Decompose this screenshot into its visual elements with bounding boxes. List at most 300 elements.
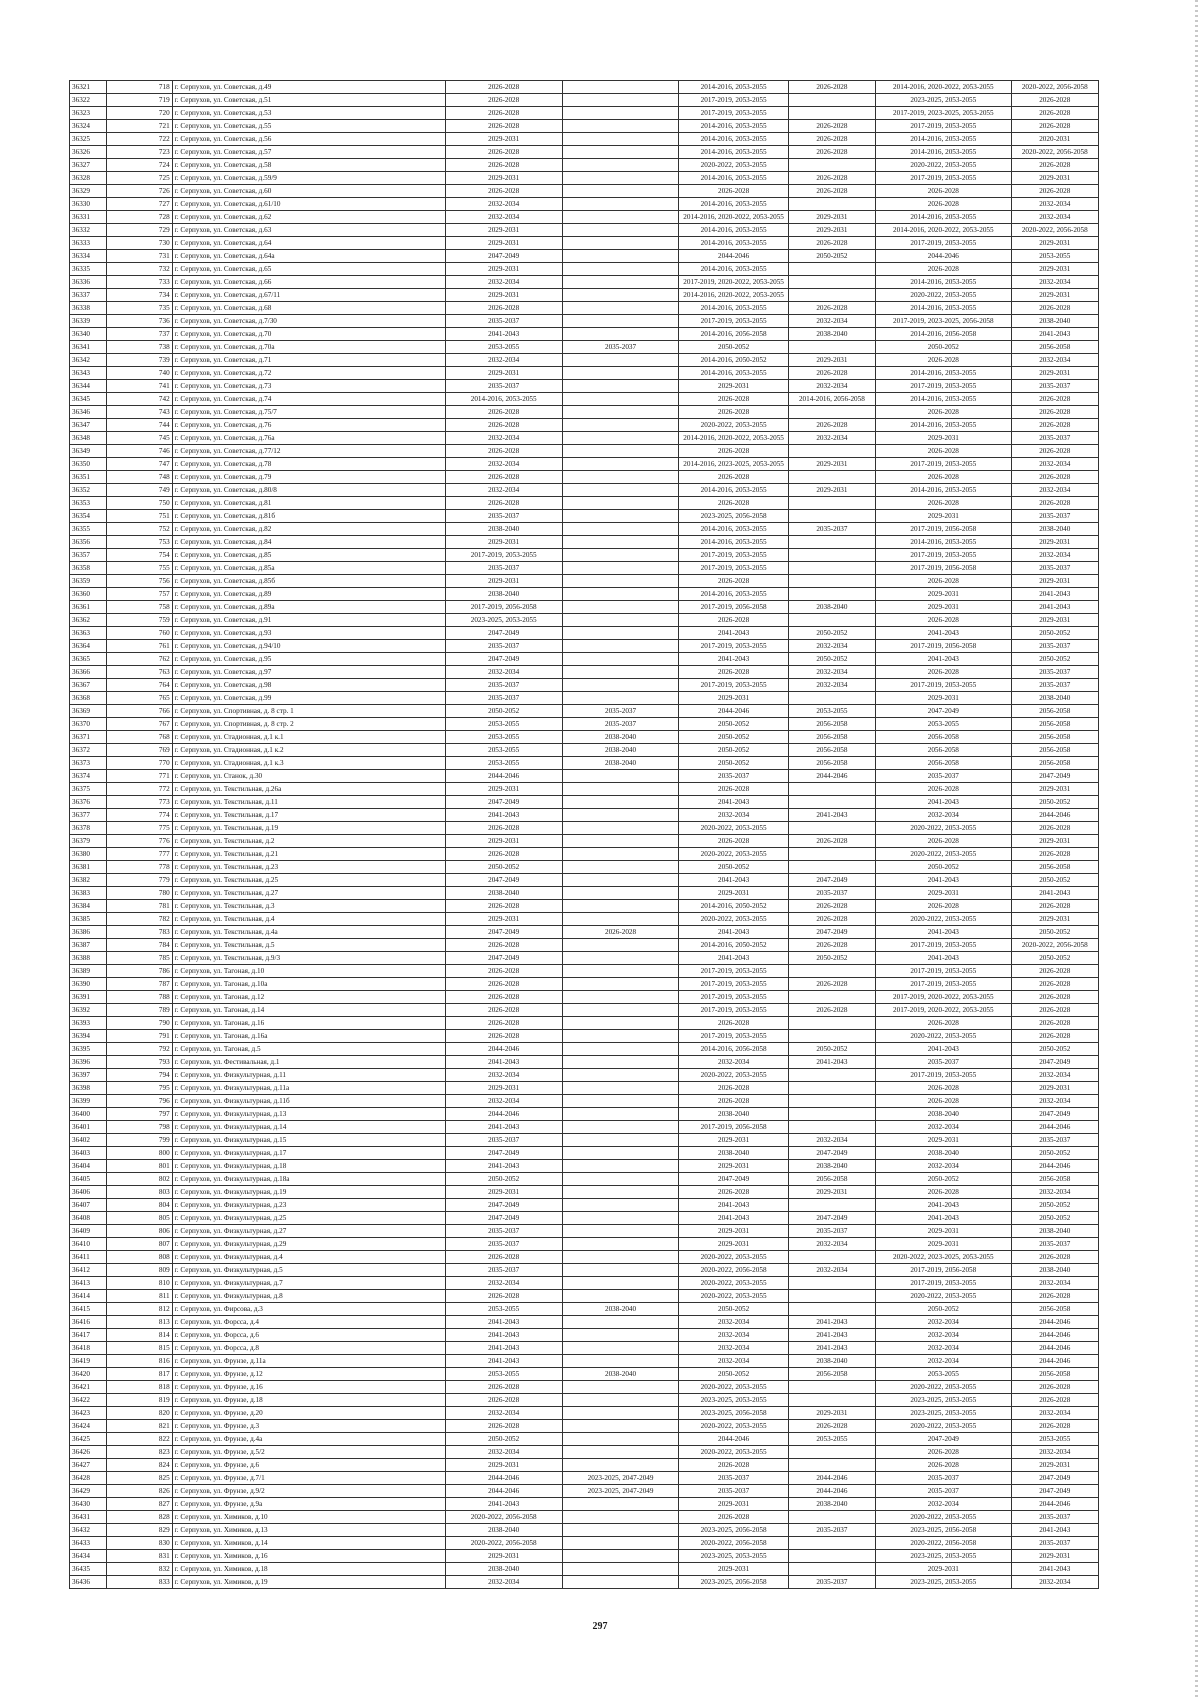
cell-period-6: 2041-2043 [1011, 601, 1098, 614]
cell-period-6: 2026-2028 [1011, 822, 1098, 835]
cell-period-4: 2026-2028 [788, 120, 875, 133]
cell-period-2 [562, 315, 679, 328]
cell-period-1: 2035-2037 [445, 640, 562, 653]
table-row [70, 1576, 1099, 1589]
cell-row-number: 760 [107, 627, 173, 640]
cell-address: г. Серпухов, ул. Физкультурная, д.11 [172, 1069, 445, 1082]
cell-row-number: 772 [107, 783, 173, 796]
cell-row-id: 36414 [70, 1290, 107, 1303]
cell-period-2 [562, 900, 679, 913]
cell-row-id: 36349 [70, 445, 107, 458]
cell-period-5: 2017-2019, 2053-2055 [876, 172, 1011, 185]
cell-period-1: 2017-2019, 2053-2055 [445, 549, 562, 562]
cell-period-5: 2032-2034 [876, 1498, 1011, 1511]
cell-row-id: 36331 [70, 211, 107, 224]
cell-period-2 [562, 913, 679, 926]
cell-address: г. Серпухов, ул. Фрунзе, д.4а [172, 1433, 445, 1446]
cell-period-3: 2032-2034 [679, 809, 788, 822]
cell-period-3: 2035-2037 [679, 1472, 788, 1485]
cell-period-2: 2038-2040 [562, 1368, 679, 1381]
table-row [70, 601, 1099, 614]
cell-period-2 [562, 1446, 679, 1459]
cell-period-5: 2041-2043 [876, 1043, 1011, 1056]
cell-row-number: 758 [107, 601, 173, 614]
cell-address: г. Серпухов, ул. Советская, д.80/8 [172, 484, 445, 497]
cell-address: г. Серпухов, ул. Советская, д.59/9 [172, 172, 445, 185]
cell-period-1: 2029-2031 [445, 783, 562, 796]
cell-period-5: 2047-2049 [876, 1433, 1011, 1446]
cell-row-id: 36370 [70, 718, 107, 731]
cell-period-1: 2026-2028 [445, 1394, 562, 1407]
cell-period-2 [562, 1537, 679, 1550]
table-row [70, 692, 1099, 705]
cell-period-4 [788, 861, 875, 874]
cell-row-number: 775 [107, 822, 173, 835]
cell-row-number: 812 [107, 1303, 173, 1316]
cell-period-3: 2026-2028 [679, 393, 788, 406]
cell-period-6: 2035-2037 [1011, 1134, 1098, 1147]
cell-period-3: 2026-2028 [679, 1186, 788, 1199]
cell-row-id: 36327 [70, 159, 107, 172]
cell-period-6: 2020-2022, 2056-2058 [1011, 939, 1098, 952]
cell-row-id: 36334 [70, 250, 107, 263]
cell-row-number: 729 [107, 224, 173, 237]
cell-period-5: 2026-2028 [876, 445, 1011, 458]
cell-period-6: 2047-2049 [1011, 770, 1098, 783]
cell-row-number: 776 [107, 835, 173, 848]
cell-row-id: 36364 [70, 640, 107, 653]
cell-period-3: 2026-2028 [679, 783, 788, 796]
cell-period-1: 2041-2043 [445, 1355, 562, 1368]
cell-period-6: 2038-2040 [1011, 692, 1098, 705]
cell-period-4 [788, 575, 875, 588]
cell-period-2 [562, 1082, 679, 1095]
cell-period-2 [562, 1316, 679, 1329]
cell-period-3: 2026-2028 [679, 471, 788, 484]
cell-row-id: 36356 [70, 536, 107, 549]
cell-period-3: 2017-2019, 2053-2055 [679, 549, 788, 562]
cell-period-1: 2041-2043 [445, 1316, 562, 1329]
cell-address: г. Серпухов, ул. Советская, д.74 [172, 393, 445, 406]
cell-period-1: 2041-2043 [445, 1329, 562, 1342]
cell-period-4 [788, 94, 875, 107]
cell-period-6: 2029-2031 [1011, 835, 1098, 848]
cell-row-number: 790 [107, 1017, 173, 1030]
table-row [70, 1420, 1099, 1433]
table-row [70, 289, 1099, 302]
cell-period-6: 2026-2028 [1011, 159, 1098, 172]
cell-period-2 [562, 1069, 679, 1082]
cell-row-number: 723 [107, 146, 173, 159]
cell-row-id: 36416 [70, 1316, 107, 1329]
cell-period-1: 2032-2034 [445, 1407, 562, 1420]
table-row [70, 328, 1099, 341]
cell-row-number: 809 [107, 1264, 173, 1277]
cell-period-5: 2056-2058 [876, 744, 1011, 757]
cell-period-3: 2026-2028 [679, 575, 788, 588]
cell-period-6: 2038-2040 [1011, 315, 1098, 328]
cell-row-id: 36367 [70, 679, 107, 692]
cell-period-1: 2047-2049 [445, 1199, 562, 1212]
cell-period-2 [562, 1095, 679, 1108]
cell-period-6: 2044-2046 [1011, 1160, 1098, 1173]
cell-period-1: 2041-2043 [445, 809, 562, 822]
cell-row-id: 36377 [70, 809, 107, 822]
cell-period-1: 2050-2052 [445, 861, 562, 874]
cell-row-id: 36333 [70, 237, 107, 250]
cell-row-number: 762 [107, 653, 173, 666]
cell-row-number: 718 [107, 81, 173, 94]
table-row [70, 1524, 1099, 1537]
cell-period-4: 2026-2028 [788, 302, 875, 315]
cell-row-number: 752 [107, 523, 173, 536]
cell-period-6: 2029-2031 [1011, 536, 1098, 549]
cell-period-6: 2032-2034 [1011, 276, 1098, 289]
cell-row-id: 36405 [70, 1173, 107, 1186]
cell-row-id: 36351 [70, 471, 107, 484]
cell-period-4: 2026-2028 [788, 913, 875, 926]
cell-row-id: 36397 [70, 1069, 107, 1082]
table-row [70, 1550, 1099, 1563]
cell-period-1: 2026-2028 [445, 302, 562, 315]
cell-period-6: 2044-2046 [1011, 1498, 1098, 1511]
cell-period-5: 2041-2043 [876, 1199, 1011, 1212]
cell-period-6: 2035-2037 [1011, 640, 1098, 653]
cell-period-1: 2029-2031 [445, 1186, 562, 1199]
cell-period-4 [788, 107, 875, 120]
cell-period-3: 2050-2052 [679, 341, 788, 354]
table-row [70, 172, 1099, 185]
cell-period-5: 2032-2034 [876, 1121, 1011, 1134]
cell-address: г. Серпухов, ул. Советская, д.57 [172, 146, 445, 159]
cell-period-5: 2026-2028 [876, 575, 1011, 588]
cell-address: г. Серпухов, ул. Советская, д.82 [172, 523, 445, 536]
cell-period-4: 2026-2028 [788, 1004, 875, 1017]
cell-period-5: 2017-2019, 2056-2058 [876, 562, 1011, 575]
cell-period-6: 2032-2034 [1011, 1186, 1098, 1199]
cell-address: г. Серпухов, ул. Текстильная, д.5 [172, 939, 445, 952]
cell-period-2 [562, 159, 679, 172]
cell-row-id: 36323 [70, 107, 107, 120]
cell-period-4: 2047-2049 [788, 1147, 875, 1160]
cell-period-2 [562, 952, 679, 965]
cell-period-1: 2026-2028 [445, 107, 562, 120]
cell-period-3: 2035-2037 [679, 1485, 788, 1498]
table-row [70, 1472, 1099, 1485]
cell-address: г. Серпухов, ул. Фрунзе, д.5/2 [172, 1446, 445, 1459]
cell-period-1: 2035-2037 [445, 1225, 562, 1238]
cell-period-1: 2026-2028 [445, 1290, 562, 1303]
cell-period-5: 2026-2028 [876, 835, 1011, 848]
cell-row-number: 747 [107, 458, 173, 471]
cell-period-2 [562, 1251, 679, 1264]
cell-period-3: 2017-2019, 2053-2055 [679, 1030, 788, 1043]
cell-row-number: 756 [107, 575, 173, 588]
cell-period-1: 2044-2046 [445, 1043, 562, 1056]
cell-period-6: 2041-2043 [1011, 1563, 1098, 1576]
cell-period-2 [562, 627, 679, 640]
cell-period-2 [562, 861, 679, 874]
cell-row-number: 791 [107, 1030, 173, 1043]
cell-period-5: 2032-2034 [876, 1342, 1011, 1355]
cell-row-id: 36352 [70, 484, 107, 497]
cell-period-4: 2050-2052 [788, 1043, 875, 1056]
cell-period-6: 2035-2037 [1011, 510, 1098, 523]
cell-period-3: 2020-2022, 2053-2055 [679, 1381, 788, 1394]
cell-row-number: 833 [107, 1576, 173, 1589]
cell-row-number: 765 [107, 692, 173, 705]
cell-period-4 [788, 822, 875, 835]
cell-address: г. Серпухов, ул. Тагоная, д.14 [172, 1004, 445, 1017]
cell-period-1: 2029-2031 [445, 536, 562, 549]
cell-period-2 [562, 1355, 679, 1368]
cell-address: г. Серпухов, ул. Советская, д.70а [172, 341, 445, 354]
cell-period-2 [562, 1212, 679, 1225]
cell-period-5: 2044-2046 [876, 250, 1011, 263]
cell-period-5: 2029-2031 [876, 692, 1011, 705]
cell-address: г. Серпухов, ул. Советская, д.81 [172, 497, 445, 510]
cell-period-3: 2029-2031 [679, 692, 788, 705]
cell-period-3: 2014-2016, 2053-2055 [679, 224, 788, 237]
cell-address: г. Серпухов, ул. Советская, д.60 [172, 185, 445, 198]
cell-row-number: 799 [107, 1134, 173, 1147]
cell-period-2 [562, 1056, 679, 1069]
cell-period-4 [788, 406, 875, 419]
cell-period-5: 2032-2034 [876, 1329, 1011, 1342]
cell-row-id: 36326 [70, 146, 107, 159]
cell-period-1: 2041-2043 [445, 1121, 562, 1134]
cell-period-4 [788, 1017, 875, 1030]
cell-period-1: 2026-2028 [445, 185, 562, 198]
cell-row-id: 36408 [70, 1212, 107, 1225]
cell-row-number: 759 [107, 614, 173, 627]
cell-period-5: 2014-2016, 2053-2055 [876, 146, 1011, 159]
cell-address: г. Серпухов, ул. Советская, д.76а [172, 432, 445, 445]
cell-period-3: 2029-2031 [679, 1498, 788, 1511]
cell-period-3: 2014-2016, 2053-2055 [679, 198, 788, 211]
cell-row-number: 720 [107, 107, 173, 120]
cell-period-6: 2020-2022, 2056-2058 [1011, 146, 1098, 159]
table-row [70, 705, 1099, 718]
cell-period-4 [788, 562, 875, 575]
cell-period-4: 2041-2043 [788, 1056, 875, 1069]
cell-period-5: 2014-2016, 2053-2055 [876, 536, 1011, 549]
cell-period-6: 2032-2034 [1011, 1069, 1098, 1082]
cell-period-6: 2026-2028 [1011, 965, 1098, 978]
cell-period-5: 2014-2016, 2053-2055 [876, 367, 1011, 380]
cell-period-5: 2026-2028 [876, 614, 1011, 627]
cell-row-id: 36328 [70, 172, 107, 185]
cell-period-1: 2041-2043 [445, 328, 562, 341]
cell-row-id: 36411 [70, 1251, 107, 1264]
cell-period-1: 2038-2040 [445, 588, 562, 601]
cell-period-6: 2056-2058 [1011, 1368, 1098, 1381]
cell-period-2 [562, 1394, 679, 1407]
cell-period-2 [562, 692, 679, 705]
table-row [70, 185, 1099, 198]
cell-period-5: 2041-2043 [876, 1212, 1011, 1225]
cell-period-4 [788, 1251, 875, 1264]
cell-address: г. Серпухов, ул. Советская, д.79 [172, 471, 445, 484]
cell-period-4: 2035-2037 [788, 1524, 875, 1537]
table-row [70, 1199, 1099, 1212]
cell-period-4 [788, 1069, 875, 1082]
cell-period-4: 2053-2055 [788, 1433, 875, 1446]
cell-period-2 [562, 991, 679, 1004]
table-row [70, 237, 1099, 250]
cell-period-5: 2023-2025, 2053-2055 [876, 1394, 1011, 1407]
cell-period-3: 2014-2016, 2053-2055 [679, 237, 788, 250]
cell-row-id: 36392 [70, 1004, 107, 1017]
cell-address: г. Серпухов, ул. Стадионная, д.1 к.3 [172, 757, 445, 770]
cell-period-1: 2032-2034 [445, 276, 562, 289]
cell-period-4: 2041-2043 [788, 1329, 875, 1342]
cell-period-1: 2026-2028 [445, 900, 562, 913]
cell-period-3: 2014-2016, 2053-2055 [679, 133, 788, 146]
cell-period-5: 2029-2031 [876, 432, 1011, 445]
cell-period-1: 2032-2034 [445, 484, 562, 497]
table-row [70, 562, 1099, 575]
cell-period-4 [788, 1550, 875, 1563]
cell-period-6: 2050-2052 [1011, 796, 1098, 809]
cell-period-3: 2026-2028 [679, 666, 788, 679]
cell-row-id: 36435 [70, 1563, 107, 1576]
cell-address: г. Серпухов, ул. Советская, д.85 [172, 549, 445, 562]
cell-period-1: 2029-2031 [445, 1550, 562, 1563]
cell-period-3: 2014-2016, 2053-2055 [679, 367, 788, 380]
cell-period-3: 2017-2019, 2020-2022, 2053-2055 [679, 276, 788, 289]
cell-period-2 [562, 1524, 679, 1537]
cell-period-1: 2032-2034 [445, 198, 562, 211]
cell-row-id: 36424 [70, 1420, 107, 1433]
cell-period-3: 2029-2031 [679, 1238, 788, 1251]
cell-row-number: 813 [107, 1316, 173, 1329]
cell-row-id: 36337 [70, 289, 107, 302]
cell-row-id: 36434 [70, 1550, 107, 1563]
cell-period-2 [562, 1186, 679, 1199]
cell-period-5: 2026-2028 [876, 1017, 1011, 1030]
cell-period-2 [562, 237, 679, 250]
cell-address: г. Серпухов, ул. Фрунзе, д.20 [172, 1407, 445, 1420]
table-row [70, 1342, 1099, 1355]
cell-address: г. Серпухов, ул. Советская, д.51 [172, 94, 445, 107]
cell-period-6: 2029-2031 [1011, 172, 1098, 185]
cell-period-2: 2026-2028 [562, 926, 679, 939]
table-row [70, 1017, 1099, 1030]
cell-period-2 [562, 588, 679, 601]
cell-period-5: 2038-2040 [876, 1108, 1011, 1121]
table-row [70, 848, 1099, 861]
table-row [70, 874, 1099, 887]
cell-period-5: 2032-2034 [876, 1316, 1011, 1329]
cell-row-id: 36347 [70, 419, 107, 432]
table-row [70, 94, 1099, 107]
cell-period-3: 2029-2031 [679, 1225, 788, 1238]
cell-row-number: 787 [107, 978, 173, 991]
cell-period-2 [562, 1511, 679, 1524]
cell-row-id: 36363 [70, 627, 107, 640]
cell-row-number: 822 [107, 1433, 173, 1446]
cell-period-4: 2026-2028 [788, 900, 875, 913]
cell-row-id: 36409 [70, 1225, 107, 1238]
cell-row-id: 36371 [70, 731, 107, 744]
cell-period-1: 2047-2049 [445, 1212, 562, 1225]
cell-period-3: 2023-2025, 2056-2058 [679, 1524, 788, 1537]
cell-period-4 [788, 588, 875, 601]
cell-row-number: 819 [107, 1394, 173, 1407]
table-row [70, 1381, 1099, 1394]
cell-period-6: 2026-2028 [1011, 1017, 1098, 1030]
table-row [70, 81, 1099, 94]
table-row [70, 224, 1099, 237]
cell-address: г. Серпухов, ул. Текстильная, д.26а [172, 783, 445, 796]
cell-row-id: 36348 [70, 432, 107, 445]
cell-address: г. Серпухов, ул. Физкультурная, д.11а [172, 1082, 445, 1095]
cell-period-4: 2047-2049 [788, 874, 875, 887]
cell-row-id: 36380 [70, 848, 107, 861]
cell-period-6: 2029-2031 [1011, 367, 1098, 380]
cell-period-1: 2026-2028 [445, 1381, 562, 1394]
cell-row-number: 738 [107, 341, 173, 354]
cell-period-6: 2026-2028 [1011, 393, 1098, 406]
cell-period-1: 2047-2049 [445, 1147, 562, 1160]
cell-address: г. Серпухов, ул. Советская, д.85а [172, 562, 445, 575]
cell-period-4 [788, 1121, 875, 1134]
cell-period-1: 2047-2049 [445, 874, 562, 887]
cell-period-4: 2047-2049 [788, 1212, 875, 1225]
cell-period-4 [788, 1095, 875, 1108]
cell-period-5: 2050-2052 [876, 861, 1011, 874]
cell-row-id: 36342 [70, 354, 107, 367]
cell-period-5: 2029-2031 [876, 510, 1011, 523]
cell-period-4: 2026-2028 [788, 237, 875, 250]
cell-period-4 [788, 263, 875, 276]
cell-period-3: 2014-2016, 2053-2055 [679, 81, 788, 94]
cell-row-number: 780 [107, 887, 173, 900]
cell-period-5: 2026-2028 [876, 1459, 1011, 1472]
cell-row-id: 36417 [70, 1329, 107, 1342]
cell-row-number: 733 [107, 276, 173, 289]
cell-row-id: 36433 [70, 1537, 107, 1550]
cell-period-6: 2050-2052 [1011, 952, 1098, 965]
table-row [70, 1225, 1099, 1238]
cell-address: г. Серпухов, ул. Советская, д.85б [172, 575, 445, 588]
cell-period-6: 2053-2055 [1011, 1433, 1098, 1446]
cell-period-3: 2047-2049 [679, 1173, 788, 1186]
cell-period-2 [562, 679, 679, 692]
cell-period-5: 2026-2028 [876, 783, 1011, 796]
cell-row-number: 777 [107, 848, 173, 861]
cell-period-5: 2026-2028 [876, 263, 1011, 276]
cell-period-2 [562, 393, 679, 406]
cell-period-4 [788, 536, 875, 549]
cell-row-number: 761 [107, 640, 173, 653]
cell-period-4 [788, 510, 875, 523]
cell-address: г. Серпухов, ул. Фрунзе, д.7/1 [172, 1472, 445, 1485]
cell-period-4: 2026-2028 [788, 367, 875, 380]
cell-period-4: 2041-2043 [788, 1342, 875, 1355]
cell-row-number: 818 [107, 1381, 173, 1394]
cell-period-2 [562, 198, 679, 211]
cell-address: г. Серпухов, ул. Советская, д.64 [172, 237, 445, 250]
table-row [70, 822, 1099, 835]
cell-period-5: 2032-2034 [876, 809, 1011, 822]
cell-period-1: 2041-2043 [445, 1160, 562, 1173]
cell-period-3: 2017-2019, 2053-2055 [679, 107, 788, 120]
cell-row-number: 773 [107, 796, 173, 809]
cell-period-2 [562, 965, 679, 978]
cell-period-6: 2032-2034 [1011, 1277, 1098, 1290]
